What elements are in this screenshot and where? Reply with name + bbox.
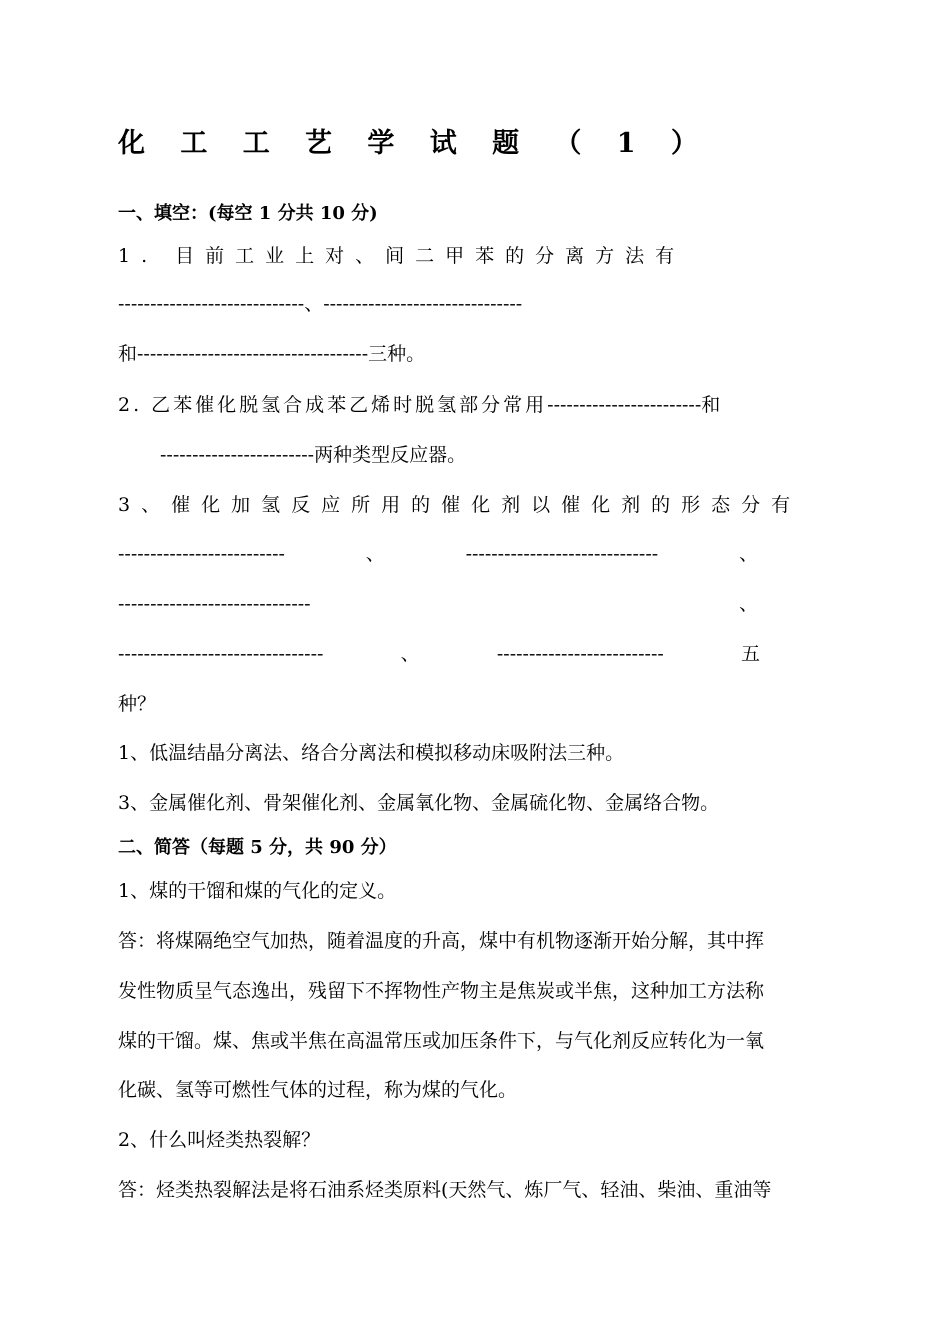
q3-blank-d[interactable]: -------------------------------- bbox=[118, 643, 324, 665]
q1-prefix: 和 bbox=[118, 343, 138, 365]
q3-sep: 、 bbox=[738, 593, 758, 615]
q1-suffix: 三种。 bbox=[368, 343, 426, 365]
q2-line2 bbox=[160, 443, 466, 467]
q3-sep: 、 bbox=[400, 643, 420, 665]
s2-answer-1-line: 答：将煤隔绝空气加热，随着温度的升高，煤中有机物逐渐开始分解，其中挥 bbox=[118, 930, 765, 952]
q1-line3 bbox=[118, 342, 425, 366]
q1-blank-c[interactable]: ------------------------------------ bbox=[137, 343, 369, 365]
section2-heading: 二、简答（每题 5 分，共 90 分） bbox=[118, 837, 397, 858]
title-char: 工 bbox=[180, 128, 208, 159]
q2-blank-a[interactable]: ------------------------ bbox=[547, 394, 702, 416]
title-char: 艺 bbox=[305, 128, 333, 159]
title-char: 题 bbox=[492, 128, 520, 159]
s2-answer-1-line: 发性物质呈气态逸出，残留下不挥物性产物主是焦炭或半焦，这种加工方法称 bbox=[118, 980, 765, 1002]
q1-text: 1. 目前工业上对、间二甲苯的分离方法有 bbox=[118, 245, 686, 267]
answer-1: 1、低温结晶分离法、络合分离法和模拟移动床吸附法三种。 bbox=[118, 742, 625, 764]
q3-sep: 、 bbox=[365, 543, 385, 565]
answer-3: 3、金属催化剂、骨架催化剂、金属氧化物、金属硫化物、金属络合物。 bbox=[118, 792, 720, 814]
q1-sep-a: 、 bbox=[304, 293, 324, 315]
q3-blank-c[interactable]: ------------------------------ bbox=[118, 593, 311, 615]
q2-suffix-a: 和 bbox=[701, 394, 721, 416]
q3-row3 bbox=[118, 592, 758, 616]
s2-question-1: 1、煤的干馏和煤的气化的定义。 bbox=[118, 880, 397, 902]
section1-heading: 一、填空：(每空 1 分共 10 分) bbox=[118, 203, 378, 224]
q1-blank-a[interactable]: ----------------------------- bbox=[118, 293, 305, 315]
title-char: 化 bbox=[118, 128, 145, 159]
q3-row2 bbox=[118, 542, 758, 566]
q3-row4 bbox=[118, 642, 760, 666]
title-char: 学 bbox=[367, 128, 395, 159]
q2-blank-b[interactable]: ------------------------ bbox=[160, 444, 315, 466]
title-char: ） bbox=[670, 128, 698, 159]
q1-blank-b[interactable]: ------------------------------- bbox=[323, 293, 523, 315]
q3-blank-e[interactable]: -------------------------- bbox=[496, 643, 664, 665]
s2-answer-1-line: 化碳、氢等可燃性气体的过程，称为煤的气化。 bbox=[118, 1079, 518, 1101]
q2-suffix-b: 两种类型反应器。 bbox=[314, 444, 467, 466]
s2-question-2: 2、什么叫烃类热裂解？ bbox=[118, 1129, 321, 1151]
q3-tail: 种？ bbox=[118, 693, 157, 715]
page-title bbox=[118, 128, 698, 160]
q2-line1 bbox=[118, 393, 720, 417]
title-char: 工 bbox=[242, 128, 270, 159]
q1-blanks-row bbox=[118, 292, 522, 316]
q3-blank-b[interactable]: ------------------------------ bbox=[465, 543, 659, 565]
title-char: 试 bbox=[429, 128, 457, 159]
s2-answer-2-line: 答：烃类热裂解法是将石油系烃类原料(天然气、炼厂气、轻油、柴油、重油等 bbox=[118, 1179, 772, 1201]
title-char: 1 bbox=[616, 128, 636, 159]
q2-text: 2. 乙苯催化脱氢合成苯乙烯时脱氢部分常用 bbox=[118, 394, 548, 416]
q3-text: 3、催化加氢反应所用的催化剂以催化剂的形态分有 bbox=[118, 494, 802, 516]
s2-answer-1-line: 煤的干馏。煤、焦或半焦在高温常压或加压条件下，与气化剂反应转化为一氧 bbox=[118, 1030, 765, 1052]
title-char: （ bbox=[554, 128, 582, 159]
q3-blank-a[interactable]: -------------------------- bbox=[118, 543, 285, 565]
q3-wu: 五 bbox=[740, 643, 760, 665]
q3-sep: 、 bbox=[738, 543, 758, 565]
